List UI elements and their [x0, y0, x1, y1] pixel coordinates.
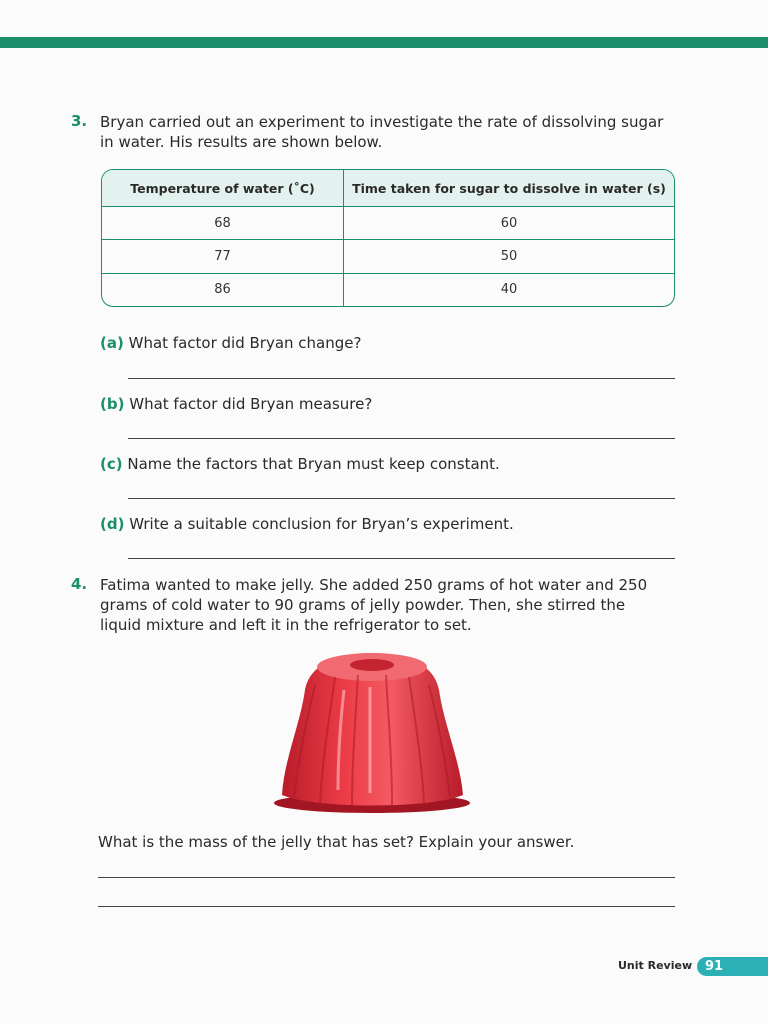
- answer-line-3c[interactable]: [128, 498, 675, 499]
- question-4-prompt: What is the mass of the jelly that has set? Explain your answer.: [98, 833, 575, 851]
- table-row: [102, 273, 674, 306]
- table-header: Temperature of water (˚C): [102, 170, 344, 207]
- part-text: What factor did Bryan change?: [128, 334, 362, 352]
- table-cell: 86: [102, 273, 344, 306]
- question-3a: [100, 333, 361, 353]
- question-3c: [100, 454, 500, 474]
- page-number: 91: [697, 957, 768, 976]
- table-cell: 68: [102, 207, 344, 240]
- jelly-image: [270, 645, 475, 817]
- table-row: [102, 240, 674, 273]
- part-text: Write a suitable conclusion for Bryan’s experiment.: [129, 515, 514, 533]
- table-cell: 40: [344, 273, 675, 306]
- table-cell: 77: [102, 240, 344, 273]
- part-label: (d): [100, 515, 125, 533]
- table-cell: 60: [500, 215, 518, 231]
- answer-line-3d[interactable]: [128, 558, 675, 559]
- question-3d: [100, 514, 514, 534]
- results-table: [101, 169, 675, 307]
- part-text: What factor did Bryan measure?: [129, 395, 373, 413]
- answer-line-3b[interactable]: [128, 438, 675, 439]
- question-3-number: 3.: [71, 112, 88, 130]
- top-accent-bar: [0, 37, 768, 48]
- answer-line-4a[interactable]: [98, 877, 675, 878]
- question-4-text: Fatima wanted to make jelly. She added 250 grams of hot water and 250 grams of cold water to 90 grams of jelly powder. Then, she stirred the liquid mixture and left it in the refrigerator to set.: [100, 576, 648, 634]
- part-label: (b): [100, 395, 125, 413]
- table-cell: 50: [344, 240, 675, 273]
- question-3b: [100, 394, 372, 414]
- answer-line-3a[interactable]: [128, 378, 675, 379]
- table-row: [102, 207, 674, 240]
- part-label: (a): [100, 334, 124, 352]
- part-text: Name the factors that Bryan must keep constant.: [127, 455, 500, 473]
- table-header: Time taken for sugar to dissolve in water (s): [344, 170, 675, 207]
- section-label: Unit Review: [618, 959, 693, 972]
- answer-line-4b[interactable]: [98, 906, 675, 907]
- question-3-text: Bryan carried out an experiment to investigate the rate of dissolving sugar in water. His results are shown below.: [100, 113, 664, 151]
- part-label: (c): [100, 455, 123, 473]
- question-4-number: 4.: [71, 575, 88, 593]
- table-header-row: [102, 170, 674, 207]
